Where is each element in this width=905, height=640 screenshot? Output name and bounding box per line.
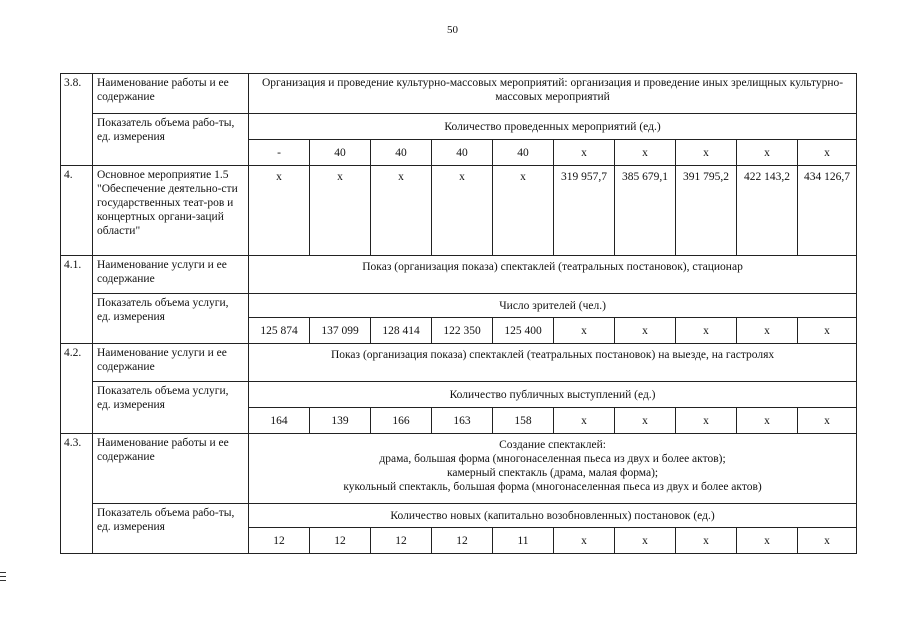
margin-mark bbox=[0, 576, 6, 577]
table-row-4-2-indicator bbox=[61, 382, 857, 408]
value-cell: 319 957,7 bbox=[554, 166, 615, 256]
value-cell: 40 bbox=[310, 140, 371, 166]
value-cell: 11 bbox=[493, 528, 554, 554]
margin-mark bbox=[0, 572, 6, 573]
value-cell: х bbox=[676, 528, 737, 554]
value-cell: 125 874 bbox=[249, 318, 310, 344]
table-row-4-1-content bbox=[61, 256, 857, 294]
value-cell: 164 bbox=[249, 408, 310, 434]
row-content: Показ (организация показа) спектаклей (театральных постановок) на выезде, на гастролях bbox=[249, 344, 857, 382]
value-cell: 166 bbox=[371, 408, 432, 434]
content-line: камерный спектакль (драма, малая форма); bbox=[446, 467, 659, 479]
value-cell: 12 bbox=[310, 528, 371, 554]
value-cell: х bbox=[798, 140, 857, 166]
content-line: драма, большая форма (многонаселенная пьеса из двух и более актов); bbox=[379, 453, 726, 465]
indicator-label: Показатель объема услуги, ед. измерения bbox=[93, 294, 249, 344]
row-label: Основное мероприятие 1.5 "Обеспечение деятельно-сти государственных теат-ров и концертных органи-заций области" bbox=[93, 166, 249, 256]
table-row-4 bbox=[61, 166, 857, 256]
table-row-4-1-indicator bbox=[61, 294, 857, 318]
value-cell: х bbox=[554, 140, 615, 166]
table-row-4-3-indicator bbox=[61, 504, 857, 528]
value-cell: 40 bbox=[432, 140, 493, 166]
row-label: Наименование работы и ее содержание bbox=[93, 434, 249, 504]
value-cell: х bbox=[554, 408, 615, 434]
value-cell: 12 bbox=[371, 528, 432, 554]
row-number: 4.3. bbox=[61, 434, 93, 554]
value-cell: 391 795,2 bbox=[676, 166, 737, 256]
value-cell: х bbox=[371, 166, 432, 256]
row-number: 4. bbox=[61, 166, 93, 256]
value-cell: х bbox=[493, 166, 554, 256]
value-cell: 434 126,7 bbox=[798, 166, 857, 256]
value-cell: х bbox=[554, 528, 615, 554]
value-cell: х bbox=[676, 140, 737, 166]
row-number: 3.8. bbox=[61, 74, 93, 166]
value-cell: х bbox=[798, 318, 857, 344]
value-cell: 158 bbox=[493, 408, 554, 434]
row-content bbox=[249, 434, 857, 504]
content-line: Создание спектаклей: bbox=[499, 439, 606, 451]
indicator-label: Показатель объема рабо-ты, ед. измерения bbox=[93, 114, 249, 166]
row-number: 4.2. bbox=[61, 344, 93, 434]
row-content: Организация и проведение культурно-массовых мероприятий: организация и проведение иных зрелищных культурно-массовых мероприятий bbox=[249, 74, 857, 114]
value-cell: 139 bbox=[310, 408, 371, 434]
table-row-3-8-content bbox=[61, 74, 857, 114]
value-cell: - bbox=[249, 140, 310, 166]
indicator-name: Количество проведенных мероприятий (ед.) bbox=[249, 114, 857, 140]
value-cell: 122 350 bbox=[432, 318, 493, 344]
value-cell: х bbox=[798, 408, 857, 434]
indicator-label: Показатель объема рабо-ты, ед. измерения bbox=[93, 504, 249, 554]
content-line: кукольный спектакль, большая форма (многонаселенная пьеса из двух и более актов) bbox=[343, 481, 762, 493]
value-cell: 125 400 bbox=[493, 318, 554, 344]
row-label: Наименование услуги и ее содержание bbox=[93, 344, 249, 382]
value-cell: 422 143,2 bbox=[737, 166, 798, 256]
value-cell: 163 bbox=[432, 408, 493, 434]
value-cell: х bbox=[676, 318, 737, 344]
table-row-4-3-content bbox=[61, 434, 857, 504]
value-cell: х bbox=[615, 318, 676, 344]
table-row-4-2-content bbox=[61, 344, 857, 382]
indicator-name: Количество новых (капитально возобновленных) постановок (ед.) bbox=[249, 504, 857, 528]
value-cell: х bbox=[615, 408, 676, 434]
value-cell: х bbox=[554, 318, 615, 344]
value-cell: 128 414 bbox=[371, 318, 432, 344]
table-row-3-8-indicator bbox=[61, 114, 857, 140]
value-cell: 12 bbox=[249, 528, 310, 554]
value-cell: 40 bbox=[493, 140, 554, 166]
row-label: Наименование работы и ее содержание bbox=[93, 74, 249, 114]
row-label: Наименование услуги и ее содержание bbox=[93, 256, 249, 294]
value-cell: х bbox=[737, 318, 798, 344]
value-cell: 12 bbox=[432, 528, 493, 554]
indicator-name: Количество публичных выступлений (ед.) bbox=[249, 382, 857, 408]
row-content: Показ (организация показа) спектаклей (театральных постановок), стационар bbox=[249, 256, 857, 294]
value-cell: х bbox=[615, 528, 676, 554]
value-cell: 137 099 bbox=[310, 318, 371, 344]
indicator-label: Показатель объема услуги, ед. измерения bbox=[93, 382, 249, 434]
value-cell: х bbox=[615, 140, 676, 166]
indicator-name: Число зрителей (чел.) bbox=[249, 294, 857, 318]
value-cell: 385 679,1 bbox=[615, 166, 676, 256]
value-cell: х bbox=[737, 528, 798, 554]
program-table bbox=[60, 73, 857, 554]
value-cell: х bbox=[432, 166, 493, 256]
page-number: 50 bbox=[447, 24, 458, 36]
margin-mark bbox=[0, 580, 6, 581]
value-cell: х bbox=[737, 408, 798, 434]
value-cell: х bbox=[737, 140, 798, 166]
value-cell: х bbox=[798, 528, 857, 554]
value-cell: 40 bbox=[371, 140, 432, 166]
row-number: 4.1. bbox=[61, 256, 93, 344]
value-cell: х bbox=[249, 166, 310, 256]
value-cell: х bbox=[676, 408, 737, 434]
value-cell: х bbox=[310, 166, 371, 256]
